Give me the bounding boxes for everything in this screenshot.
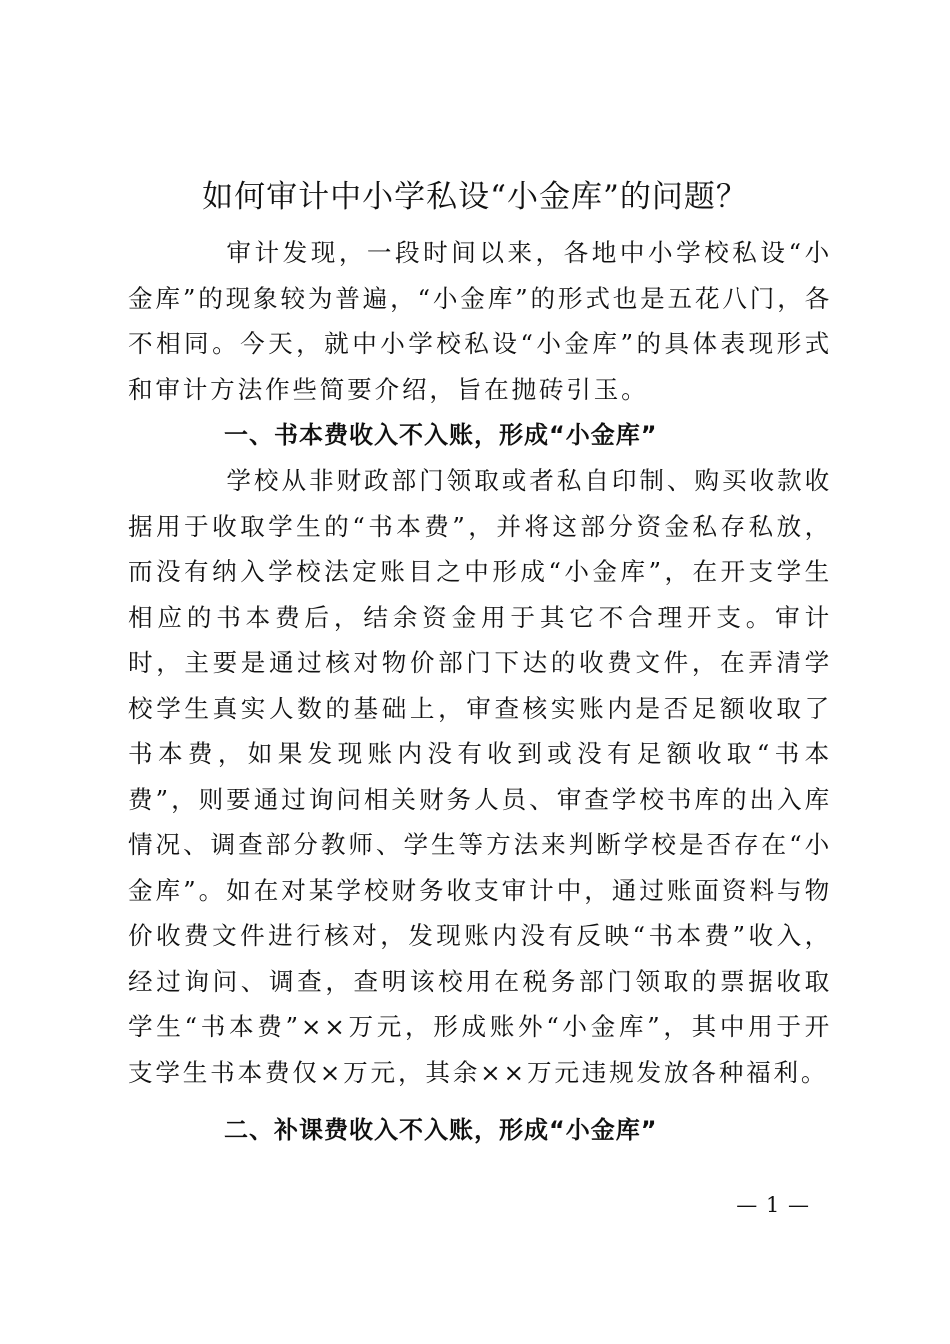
document-body — [128, 230, 832, 1153]
section-1-paragraph: 学校从非财政部门领取或者私自印制、购买收款收据用于收取学生的“书本费”，并将这部分资金私存私放，而没有纳入学校法定账目之中形成“小金库”，在开支学生相应的书本费后，结余资金用于其它不合理开支。审计时，主要是通过核对物价部门下达的收费文件，在弄清学校学生真实人数的基础上，审查核实账内是否足额收取了书本费，如果发现账内没有收到或没有足额收取“书本费”，则要通过询问相关财务人员、审查学校书库的出入库情况、调查部分教师、学生等方法来判断学校是否存在“小金库”。如在对某学校财务收支审计中，通过账面资料与物价收费文件进行核对，发现账内没有反映“书本费”收入，经过询问、调查，查明该校用在税务部门领取的票据收取学生“书本费”××万元，形成账外“小金库”，其中用于开支学生书本费仅×万元，其余××万元违规发放各种福利。 — [128, 466, 832, 1087]
page-number: — 1 — — [736, 1193, 810, 1217]
section-heading-1: 一、书本费收入不入账，形成“小金库” — [224, 421, 658, 449]
document-title: 如何审计中小学私设“小金库”的问题？ — [202, 179, 748, 215]
intro-paragraph: 审计发现，一段时间以来，各地中小学校私设“小金库”的现象较为普遍，“小金库”的形式也是五花八门，各不相同。今天，就中小学校私设“小金库”的具体表现形式和审计方法作些简要介绍，旨在抛砖引玉。 — [128, 238, 832, 404]
section-heading-2: 二、补课费收入不入账，形成“小金库” — [224, 1116, 658, 1144]
